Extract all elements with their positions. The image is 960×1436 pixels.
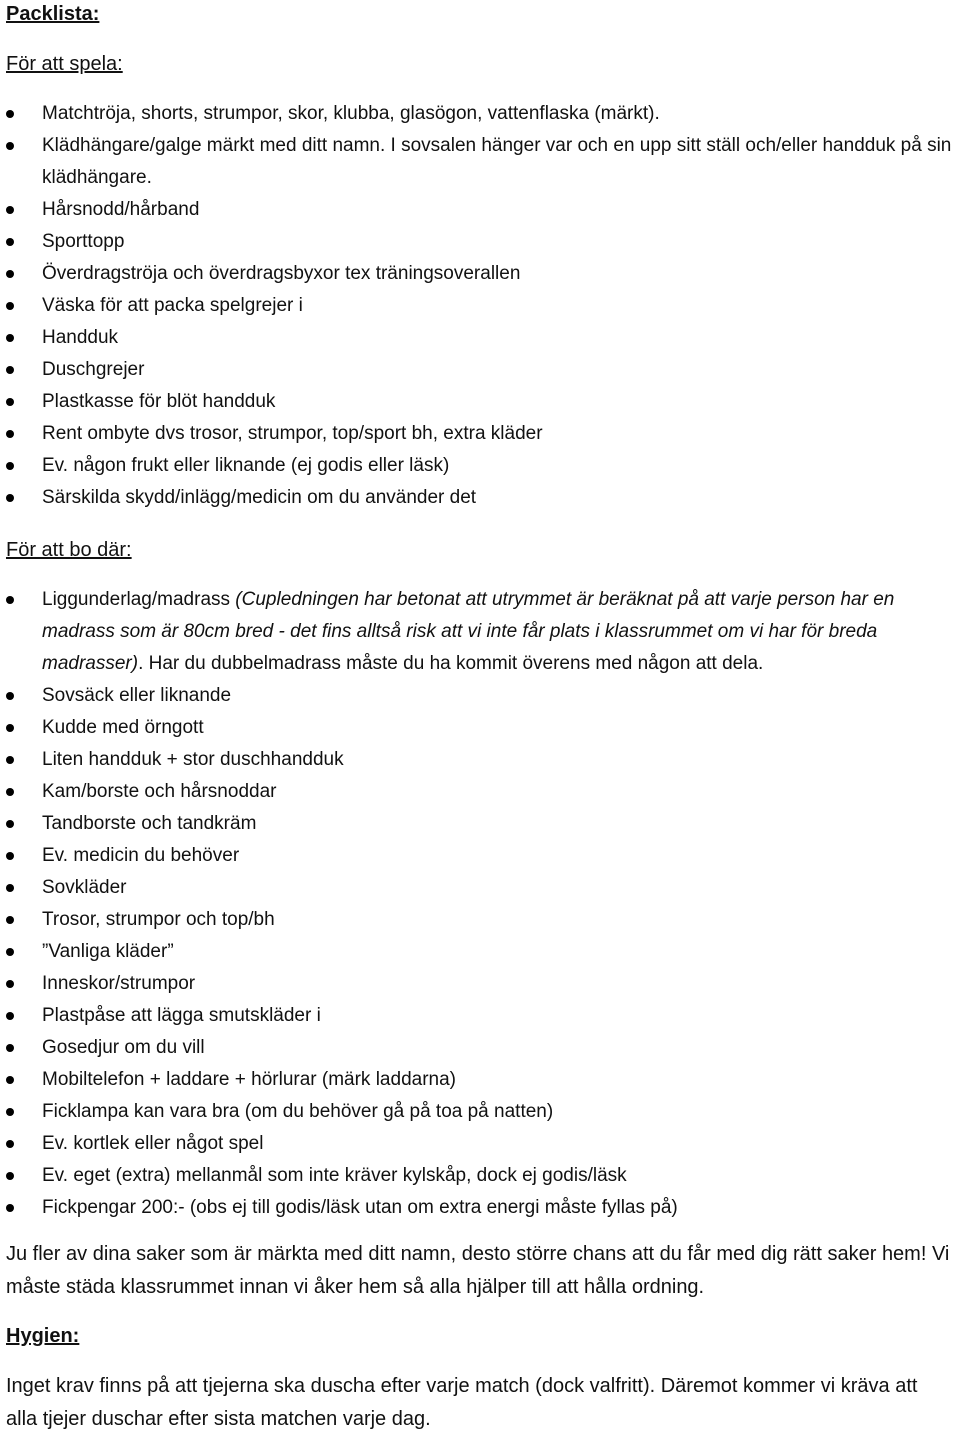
list-item: Sovkläder: [6, 872, 960, 904]
stay-list: [6, 584, 960, 1224]
bullet-icon: [6, 1012, 14, 1020]
bullet-icon: [6, 980, 14, 988]
bullet-icon: [6, 270, 14, 278]
list-item: Inneskor/strumpor: [6, 968, 960, 1000]
bullet-icon: [6, 756, 14, 764]
list-item: Plastpåse att lägga smutskläder i: [6, 1000, 960, 1032]
list-item: Mobiltelefon + laddare + hörlurar (märk laddarna): [6, 1064, 960, 1096]
bullet-icon: [6, 948, 14, 956]
hygiene-paragraph: Inget krav finns på att tjejerna ska duscha efter varje match (dock valfritt). Däremot kommer vi kräva att alla tjejer duschar efter sista matchen varje dag.: [6, 1375, 918, 1430]
list-item: Klädhängare/galge märkt med ditt namn. I sovsalen hänger var och en upp sitt ställ och/eller handduk på sin klädhängare.: [6, 130, 960, 194]
bullet-icon: [6, 366, 14, 374]
bullet-icon: [6, 1076, 14, 1084]
bullet-icon: [6, 1204, 14, 1212]
list-item: Kam/borste och hårsnoddar: [6, 776, 960, 808]
section-heading-play: För att spela:: [6, 53, 123, 75]
page-title: Packlista:: [6, 3, 100, 25]
bullet-icon: [6, 724, 14, 732]
section-heading-hygiene: Hygien:: [6, 1325, 80, 1347]
list-item: Ficklampa kan vara bra (om du behöver gå på toa på natten): [6, 1096, 960, 1128]
item-note: (Cupledningen har betonat att utrymmet är beräknat på att varje person har en madrass som är 80cm bred - det fins alltså risk att vi inte får plats i klassrummet om vi har för breda madrasser): [42, 589, 895, 674]
bullet-icon: [6, 596, 14, 604]
bullet-icon: [6, 1172, 14, 1180]
list-item: Handduk: [6, 322, 960, 354]
bullet-icon: [6, 430, 14, 438]
list-item: [6, 584, 960, 680]
list-item: Gosedjur om du vill: [6, 1032, 960, 1064]
bullet-icon: [6, 1108, 14, 1116]
list-item: Ev. medicin du behöver: [6, 840, 960, 872]
section-heading-stay: För att bo där:: [6, 539, 132, 561]
bullet-icon: [6, 820, 14, 828]
list-item: Väska för att packa spelgrejer i: [6, 290, 960, 322]
list-item: Ev. kortlek eller något spel: [6, 1128, 960, 1160]
list-item: Rent ombyte dvs trosor, strumpor, top/sport bh, extra kläder: [6, 418, 960, 450]
bullet-icon: [6, 206, 14, 214]
item-lead: Liggunderlag/madrass: [42, 589, 236, 610]
bullet-icon: [6, 884, 14, 892]
bullet-icon: [6, 142, 14, 150]
bullet-icon: [6, 852, 14, 860]
list-item: ”Vanliga kläder”: [6, 936, 960, 968]
closing-paragraph: Ju fler av dina saker som är märkta med ditt namn, desto större chans att du får med dig rätt saker hem! Vi måste städa klassrummet innan vi åker hem så alla hjälper till att hålla ordning.: [6, 1243, 950, 1298]
bullet-icon: [6, 692, 14, 700]
bullet-icon: [6, 110, 14, 118]
bullet-icon: [6, 238, 14, 246]
list-item: Hårsnodd/hårband: [6, 194, 960, 226]
list-item: Duschgrejer: [6, 354, 960, 386]
list-item: Trosor, strumpor och top/bh: [6, 904, 960, 936]
bullet-icon: [6, 462, 14, 470]
list-item: Sporttopp: [6, 226, 960, 258]
list-item: Kudde med örngott: [6, 712, 960, 744]
bullet-icon: [6, 1140, 14, 1148]
bullet-icon: [6, 302, 14, 310]
list-item: Tandborste och tandkräm: [6, 808, 960, 840]
list-item: Överdragströja och överdragsbyxor tex träningsoverallen: [6, 258, 960, 290]
bullet-icon: [6, 334, 14, 342]
list-item: Ev. någon frukt eller liknande (ej godis eller läsk): [6, 450, 960, 482]
list-item: Ev. eget (extra) mellanmål som inte kräver kylskåp, dock ej godis/läsk: [6, 1160, 960, 1192]
bullet-icon: [6, 398, 14, 406]
list-item: Sovsäck eller liknande: [6, 680, 960, 712]
play-list: [6, 98, 960, 514]
list-item: Plastkasse för blöt handduk: [6, 386, 960, 418]
list-item: Särskilda skydd/inlägg/medicin om du använder det: [6, 482, 960, 514]
bullet-icon: [6, 1044, 14, 1052]
bullet-icon: [6, 494, 14, 502]
list-item: Matchtröja, shorts, strumpor, skor, klubba, glasögon, vattenflaska (märkt).: [6, 98, 960, 130]
item-tail: . Har du dubbelmadrass måste du ha kommit överens med någon att dela.: [138, 653, 764, 674]
bullet-icon: [6, 916, 14, 924]
list-item: Liten handduk + stor duschhandduk: [6, 744, 960, 776]
list-item: Fickpengar 200:- (obs ej till godis/läsk utan om extra energi måste fyllas på): [6, 1192, 960, 1224]
bullet-icon: [6, 788, 14, 796]
